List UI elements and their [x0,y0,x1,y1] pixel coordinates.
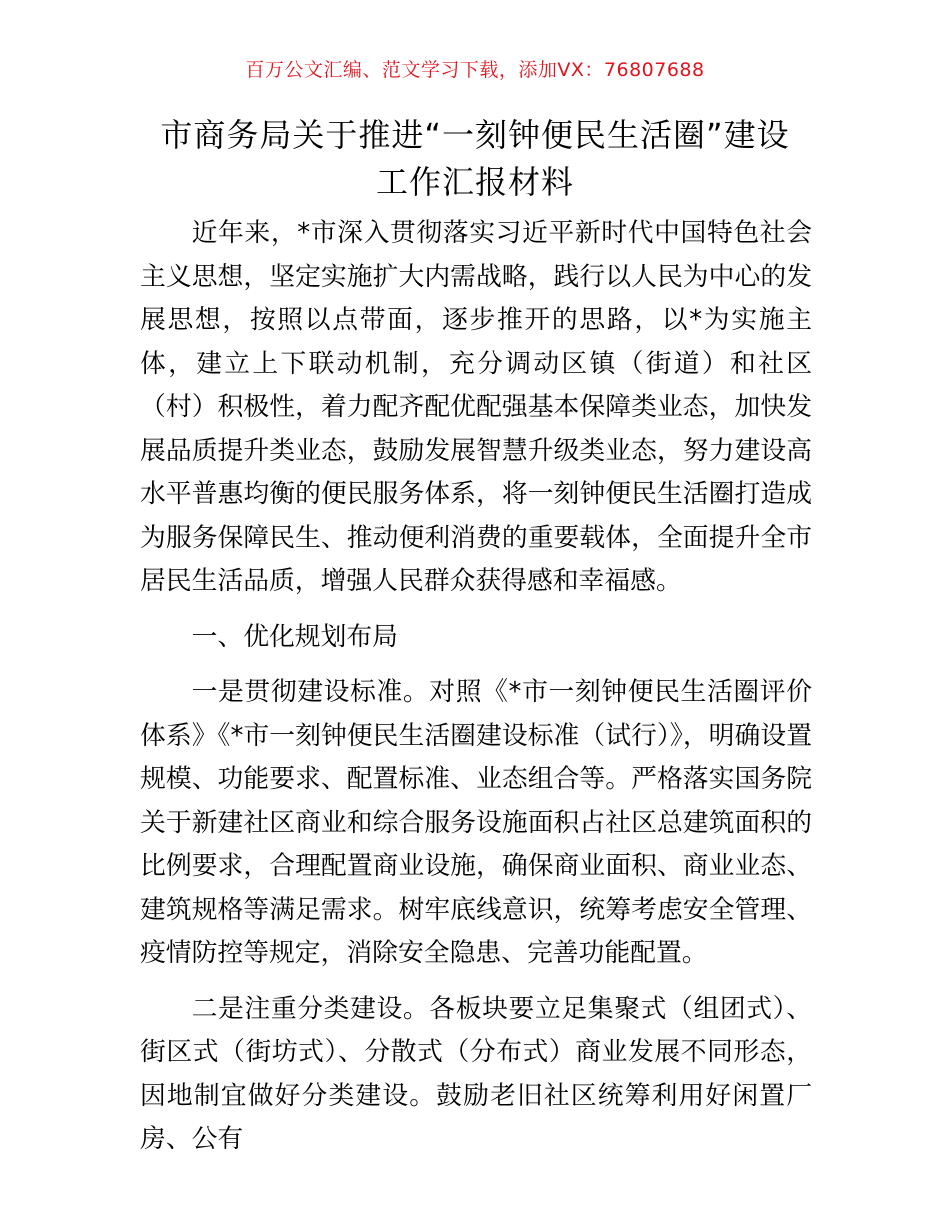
paragraph-intro: 近年来，*市深入贯彻落实习近平新时代中国特色社会主义思想，坚定实施扩大内需战略，践行以人民为中心的发展思想，按照以点带面，逐步推开的思路，以*为实施主体，建立上下联动机制，充分调动区镇（街道）和社区（村）积极性，着力配齐配优配强基本保障类业态，加快发展品质提升类业态，鼓励发展智慧升级类业态，努力建设高水平普惠均衡的便民服务体系，将一刻钟便民生活圈打造成为服务保障民生、推动便利消费的重要载体，全面提升全市居民生活品质，增强人民群众获得感和幸福感。 [140,218,812,596]
title-line-2: 工作汇报材料 [375,163,574,201]
section-heading-1: 一、优化规划布局 [191,621,398,652]
paragraph-classification: 二是注重分类建设。各板块要立足集聚式（组团式）、街区式（街坊式）、分散式（分布式）商业发展不同形态，因地制宜做好分类建设。鼓励老旧社区统筹利用好闲置厂房、公有 [140,993,812,1154]
paragraph-standards: 一是贯彻建设标准。对照《*市一刻钟便民生活圈评价体系》《*市一刻钟便民生活圈建设标准（试行）》，明确设置规模、功能要求、配置标准、业态组合等。严格落实国务院关于新建社区商业和综合服务设施面积占社区总建筑面积的比例要求，合理配置商业设施，确保商业面积、商业业态、建筑规格等满足需求。树牢底线意识，统筹考虑安全管理、疫情防控等规定，消除安全隐患、完善功能配置。 [140,677,812,968]
document-title [120,112,830,206]
document-body [140,212,812,1162]
header-note: 百万公文汇编、范文学习下载，添加VX：76807688 [245,59,705,81]
title-line-1: 市商务局关于推进“一刻钟便民生活圈”建设 [160,116,790,154]
